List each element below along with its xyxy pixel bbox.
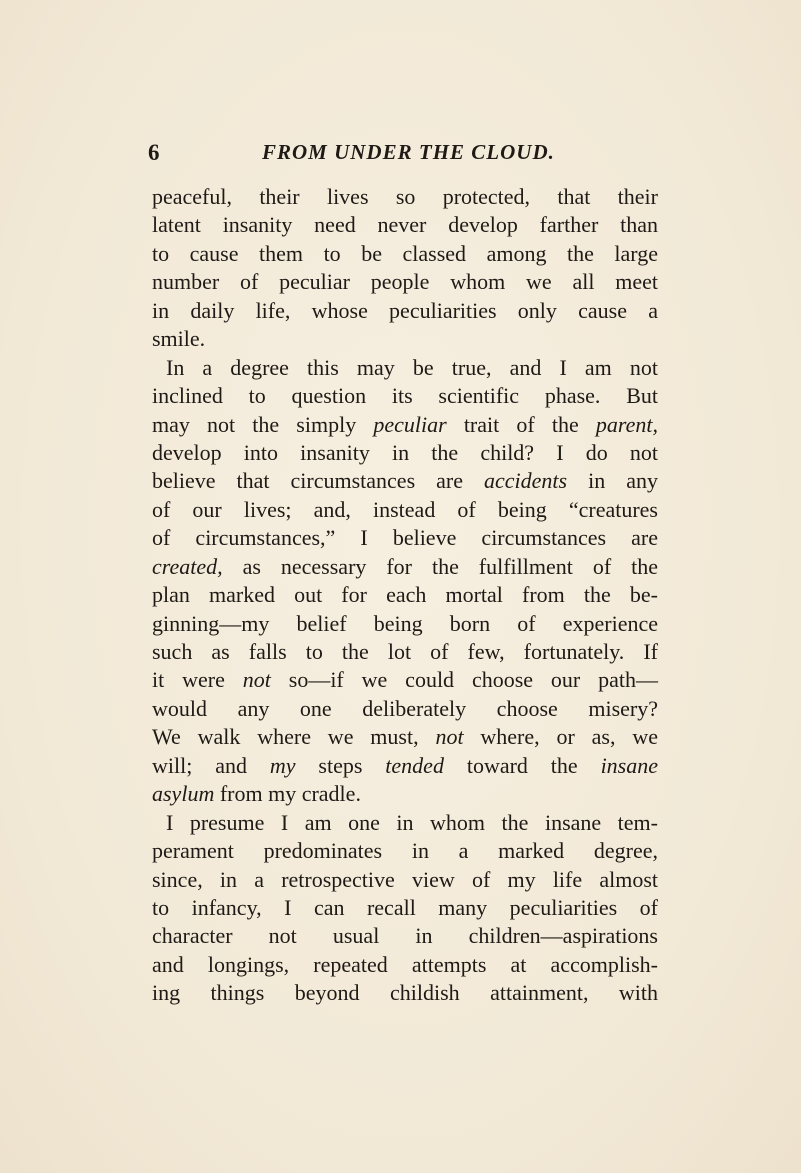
text-line (152, 809, 658, 837)
italic-text: parent, (595, 411, 658, 437)
text-line (152, 553, 658, 581)
text-run: develop into insanity in the child? I do not (152, 439, 658, 465)
text-run: trait of the (446, 411, 596, 437)
text-line (152, 382, 658, 410)
text-line (152, 496, 658, 524)
text-run: will; and (152, 752, 270, 778)
text-line (152, 780, 658, 808)
text-line (152, 894, 658, 922)
text-line (152, 666, 658, 694)
text-run: toward the (443, 752, 601, 778)
italic-text: created, (152, 553, 223, 579)
text-run: inclined to question its scientific phase. But (152, 383, 658, 409)
text-run: ing things beyond childish attainment, with (152, 980, 658, 1006)
text-run: to infancy, I can recall many peculiarities of (152, 894, 658, 920)
text-run: from my cradle. (214, 781, 361, 807)
text-run: as necessary for the fulfillment of the (222, 553, 658, 579)
italic-text: asylum (152, 781, 215, 807)
text-run: steps (295, 752, 386, 778)
running-title: FROM UNDER THE CLOUD. (262, 140, 555, 164)
text-run: perament predominates in a marked degree, (152, 838, 658, 864)
text-line (152, 411, 658, 439)
text-line (152, 467, 658, 495)
text-line (152, 581, 658, 609)
text-line (152, 268, 658, 296)
text-run: it were (152, 667, 243, 693)
italic-text: accidents (484, 468, 568, 494)
text-line (152, 638, 658, 666)
text-line (152, 695, 658, 723)
text-run: may not the simply (152, 411, 374, 437)
page-number: 6 (148, 140, 160, 165)
text-line (152, 837, 658, 865)
italic-text: tended (385, 752, 444, 778)
text-line (152, 439, 658, 467)
text-run: and longings, repeated attempts at accomplish- (152, 951, 658, 977)
text-run: such as falls to the lot of few, fortunately. If (152, 639, 658, 664)
italic-text: insane (600, 752, 659, 778)
text-run: since, in a retrospective view of my life almost (152, 866, 658, 892)
text-run: believe that circumstances are (152, 468, 484, 494)
text-line (152, 866, 658, 894)
text-line (152, 240, 658, 268)
italic-text: my (269, 752, 296, 778)
text-line (152, 524, 658, 552)
text-run: In a degree this may be true, and I am not (166, 354, 658, 380)
text-run: latent insanity need never develop farther than (152, 212, 658, 238)
text-line (152, 752, 658, 780)
text-run: character not usual in children—aspirations (152, 923, 658, 949)
body-text (152, 183, 658, 1008)
text-run: of circumstances,” I believe circumstances are (152, 525, 658, 551)
text-line (152, 979, 658, 1007)
text-line (152, 325, 658, 353)
running-head (0, 140, 801, 180)
text-run: ginning—my belief being born of experience (152, 610, 658, 636)
text-line (152, 922, 658, 950)
text-line (152, 211, 658, 239)
text-run: We walk where we must, (152, 724, 436, 750)
text-run: peaceful, their lives so protected, that their (152, 184, 658, 209)
text-run: in any (567, 468, 658, 494)
text-line (152, 951, 658, 979)
italic-text: not (242, 667, 271, 693)
text-run: plan marked out for each mortal from the be- (152, 582, 658, 608)
text-run: smile. (152, 326, 206, 352)
text-line (152, 297, 658, 325)
text-line (152, 183, 658, 211)
text-run: in daily life, whose peculiarities only cause a (152, 297, 658, 323)
text-line (152, 354, 658, 382)
text-run: of our lives; and, instead of being “creatures (152, 496, 658, 522)
text-run: number of peculiar people whom we all meet (152, 269, 658, 295)
italic-text: not (435, 724, 464, 750)
text-run: so—if we could choose our path— (270, 667, 659, 693)
text-run: where, or as, we (463, 724, 658, 750)
italic-text: peculiar (373, 411, 447, 437)
text-run: I presume I am one in whom the insane tem- (166, 809, 658, 835)
text-run: would any one deliberately choose misery? (152, 695, 658, 721)
text-run: to cause them to be classed among the large (152, 240, 658, 266)
text-line (152, 610, 658, 638)
text-line (152, 723, 658, 751)
